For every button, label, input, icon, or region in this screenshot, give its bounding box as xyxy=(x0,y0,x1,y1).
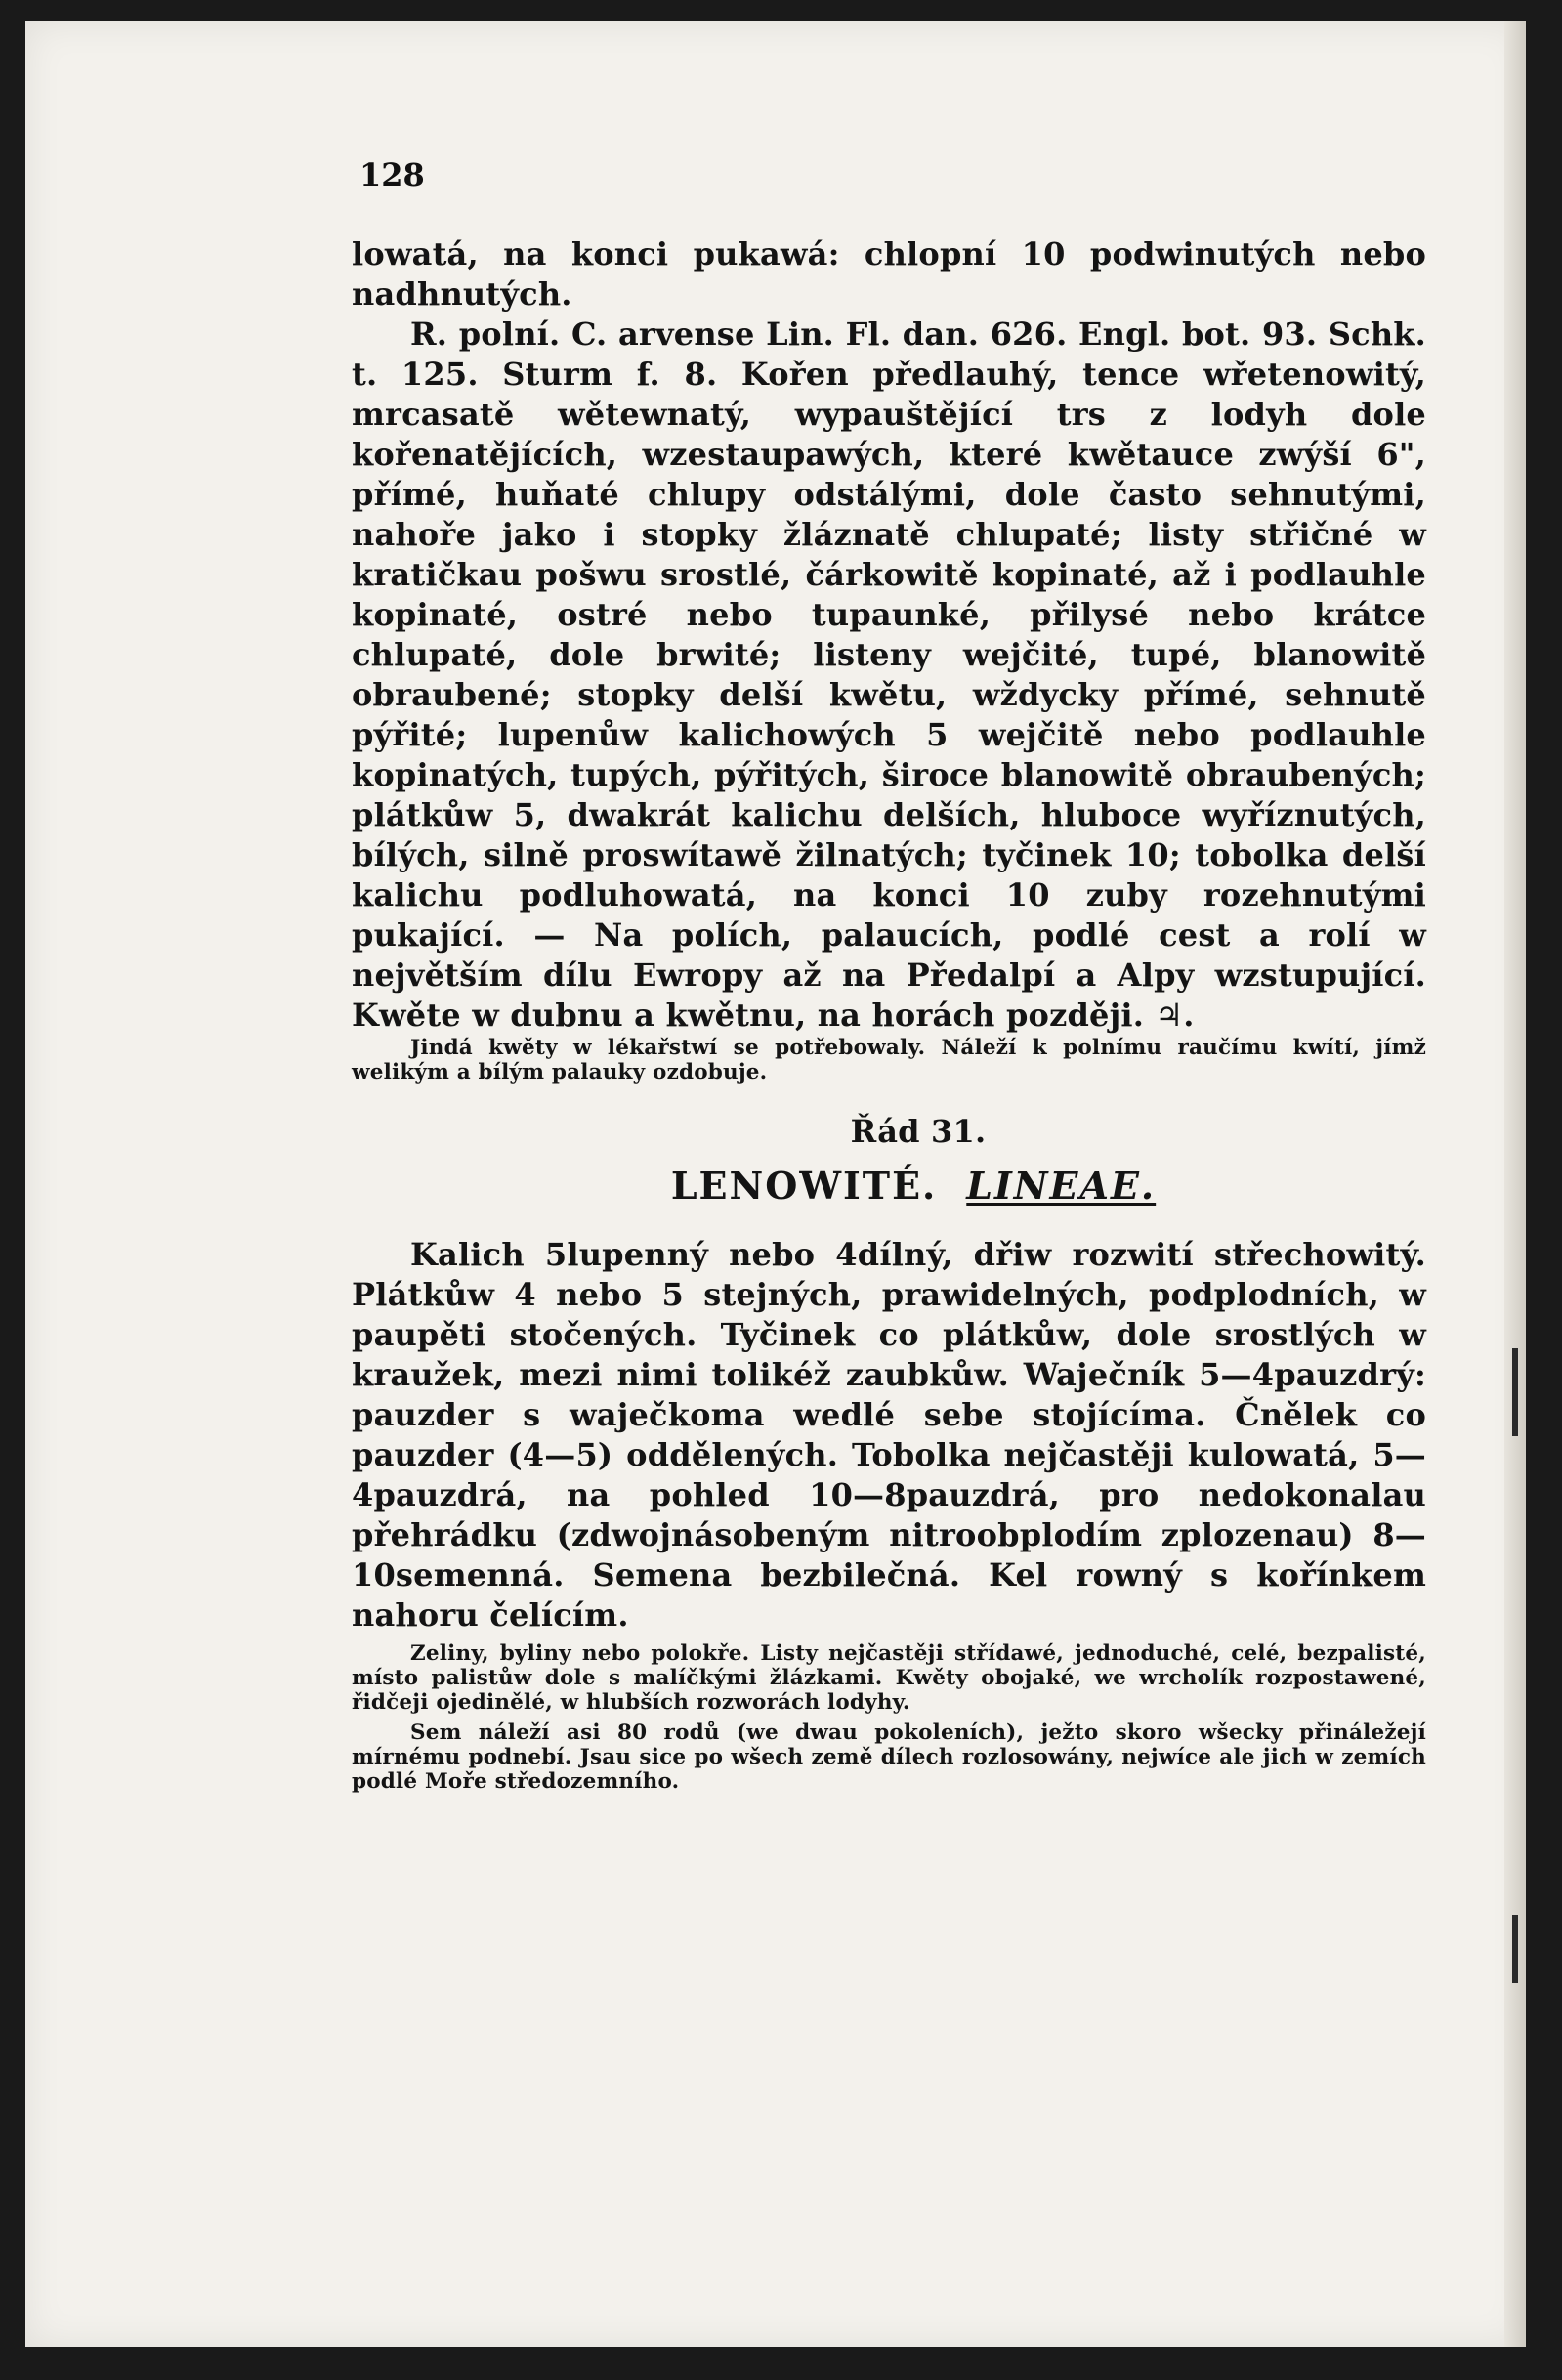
species-description: R. polní. C. arvense Lin. Fl. dan. 626. Engl. bot. 93. Schk. t. 125. Sturm f. 8. Kořen předlauhý, tence wřetenowitý, mrcasatě wětewnatý, wypauštějící trs z lodyh dole kořenatějících, wzestaupawých, které kwětauce zwýší 6", přímé, huňaté chlupy odstálými, dole často sehnutými, nahoře jako i stopky žláznatě chlupaté; listy střičné w kratičkau pošwu srostlé, čárkowitě kopinaté, až i podlauhle kopinaté, ostré nebo tupaunké, přilysé nebo krátce chlupaté, dole brwité; listeny wejčité, tupé, blanowitě obraubené; stopky delší kwětu, wždycky přímé, sehnutě pýřité; lupenůw kalichowých 5 wejčitě nebo podlauhle kopinatých, tupých, pýřitých, široce blanowitě obraubených; plátkůw 5, dwakrát kalichu delších, hluboce wyříznutých, bílých, silně proswítawě žilnatých; tyčinek 10; tobolka delší kalichu podluhowatá, na konci 10 zuby rozehnutými pukající. — Na polích, palaucích, podlé cest a rolí w největším dílu Ewropy až na Předalpí a Alpy wzstupující. Kwěte w dubnu a kwětnu, na horách později. ♃. xyxy=(352,316,1426,1034)
page-spine-shadow xyxy=(1504,21,1526,2347)
family-name-latin: LINEAE. xyxy=(966,1164,1157,1208)
order-heading: Řád 31. xyxy=(850,1113,987,1150)
family-heading xyxy=(352,1163,1426,1210)
spine-mark xyxy=(1512,1915,1518,1983)
footnote-medicinal: Jindá kwěty w lékařstwí se potřebowaly. Náleží k polnímu raučímu kwítí, jímž welikým a bílým palauky ozdobuje. xyxy=(352,1036,1426,1084)
family-description: Kalich 5lupenný nebo 4dílný, dřiw rozwití střechowitý. Plátkůw 4 nebo 5 stejných, prawidelných, podplodních, w paupěti stočených. Tyčinek co plátkůw, dole srostlých w kraužek, mezi nimi tolikéž zaubkůw. Waječník 5—4pauzdrý: pauzder s waječkoma wedlé sebe stojícíma. Čnělek co pauzder (4—5) oddělených. Tobolka nejčastěji kulowatá, 5—4pauzdrá, na pohled 10—8pauzdrá, pro nedokonalau přehrádku (zdwojnásobeným nitroobplodím zplozenau) 8—10semenná. Semena bezbilečná. Kel rowný s kořínkem nahoru čelícím. xyxy=(352,1236,1426,1634)
spine-mark xyxy=(1512,1348,1518,1436)
paragraph-continuation: lowatá, na konci pukawá: chlopní 10 podwinutých nebo nadhnutých. xyxy=(352,235,1426,313)
family-note-habit: Zeliny, byliny nebo polokře. Listy nejčastěji střídawé, jednoduché, celé, bezpalisté, místo palistůw dole s malíčkými žlázkami. Kwěty obojaké, we wrcholík rozpostawené, řidčeji ojedinělé, w hlubších rozworách lodyhy. xyxy=(352,1641,1426,1715)
family-name-czech: LENOWITÉ. xyxy=(670,1164,938,1208)
page-text-block xyxy=(352,234,1426,1794)
page-number: 128 xyxy=(359,156,425,193)
family-note-distribution: Sem náleží asi 80 rodů (we dwau pokoleních), ježto skoro wšecky přináležejí mírnému podnebí. Jsau sice po wšech země dílech rozlosowány, nejwíce ale jich w zemích podlé Moře středozemního. xyxy=(352,1721,1426,1794)
